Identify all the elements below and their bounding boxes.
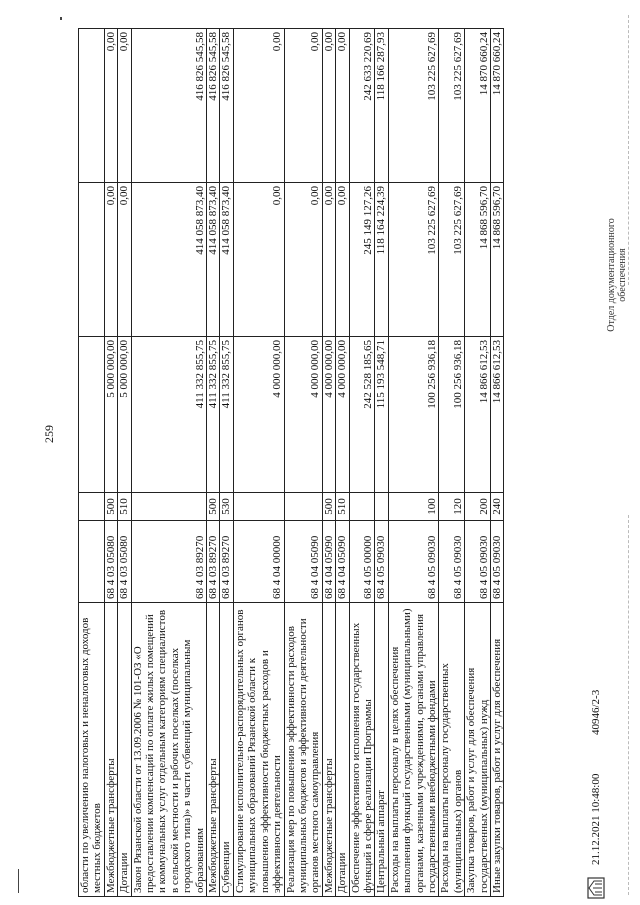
cell-target-code: 68 4 03 89270 (207, 521, 220, 603)
table-row (349, 29, 375, 897)
cell-amount-2024: 416 826 545,58 (207, 29, 220, 183)
cell-target-code: 68 4 03 89270 (220, 521, 233, 603)
cell-amount-2022: 411 332 855,75 (207, 337, 220, 493)
cell-amount-2023: 0,00 (118, 183, 131, 337)
cell-amount-2022: 4 000 000,00 (233, 337, 284, 493)
emblem-icon (582, 875, 608, 901)
cell-amount-2023: 103 225 627,69 (439, 183, 465, 337)
cell-target-code: 68 4 04 05090 (336, 521, 349, 603)
footer-doc-code: 40946/2-3 (590, 689, 602, 735)
cell-expense-type (233, 493, 284, 521)
cell-amount-2022: 14 866 612,53 (491, 337, 504, 493)
cell-amount-2022: 411 332 855,75 (131, 337, 206, 493)
cell-target-code: 68 4 05 00000 (349, 521, 375, 603)
cell-amount-2023: 414 058 873,40 (207, 183, 220, 337)
cell-row-label: Межбюджетные трансферты (207, 603, 220, 897)
cell-amount-2022: 4 000 000,00 (336, 337, 349, 493)
cell-amount-2022: 4 000 000,00 (322, 337, 335, 493)
cell-amount-2023: 0,00 (284, 183, 322, 337)
cell-amount-2022: 115 193 548,71 (375, 337, 388, 493)
cell-expense-type: 510 (118, 493, 131, 521)
cell-amount-2023: 0,00 (322, 183, 335, 337)
table-row (388, 29, 439, 897)
cell-amount-2022 (79, 337, 105, 493)
cell-row-label: Расходы на выплаты персоналу в целях обеспечения выполнения функций государственными (муниципальными) органами, казенными учреждениями, органами управления государственными внебюджетными фондами (388, 603, 439, 897)
page-number: 259 (42, 425, 56, 443)
cell-expense-type (131, 493, 206, 521)
cell-row-label: Центральный аппарат (375, 603, 388, 897)
cell-expense-type: 530 (220, 493, 233, 521)
footer-department: Отдел документационного обеспечения (606, 218, 628, 332)
table-row (336, 29, 349, 897)
cell-expense-type: 510 (336, 493, 349, 521)
cell-row-label: Закупка товаров, работ и услуг для обеспечения государственных (муниципальных) нужд (465, 603, 491, 897)
cell-target-code: 68 4 05 09030 (388, 521, 439, 603)
cell-row-label: Дотации (118, 603, 131, 897)
cell-target-code: 68 4 03 89270 (131, 521, 206, 603)
cell-row-label: Закон Рязанской области от 13.09.2006 № 101-ОЗ «О предоставлении компенсаций по оплате жилых помещений и коммунальных услуг отдельным категориям специалистов в сельской местности и рабочих поселках (поселках городского типа)» в части субвенций муниципальным образованиям (131, 603, 206, 897)
cell-amount-2024: 0,00 (336, 29, 349, 183)
cell-target-code: 68 4 05 09030 (465, 521, 491, 603)
cell-amount-2024: 416 826 545,58 (220, 29, 233, 183)
cell-row-label: Межбюджетные трансферты (322, 603, 335, 897)
cell-amount-2024: 416 826 545,58 (131, 29, 206, 183)
table-row (118, 29, 131, 897)
table-row (131, 29, 206, 897)
footer-timestamp: 21.12.2021 10:48:00 (590, 773, 602, 865)
cell-amount-2024: 103 225 627,69 (388, 29, 439, 183)
table-row (439, 29, 465, 897)
cell-amount-2023 (79, 183, 105, 337)
cell-amount-2022: 100 256 936,18 (388, 337, 439, 493)
cell-amount-2022: 5 000 000,00 (104, 337, 117, 493)
cell-amount-2024: 103 225 627,69 (439, 29, 465, 183)
cell-expense-type: 200 (465, 493, 491, 521)
table-row (284, 29, 322, 897)
cell-row-label: Межбюджетные трансферты (104, 603, 117, 897)
cell-row-label: Расходы на выплаты персоналу государственных (муниципальных) органов (439, 603, 465, 897)
cell-expense-type: 500 (207, 493, 220, 521)
table-row (491, 29, 504, 897)
cell-row-label: Субвенции (220, 603, 233, 897)
cell-expense-type (284, 493, 322, 521)
cell-amount-2023: 14 868 596,70 (491, 183, 504, 337)
cell-amount-2024: 0,00 (233, 29, 284, 183)
cell-row-label: области по увеличению налоговых и неналоговых доходов местных бюджетов (79, 603, 105, 897)
scan-noise (628, 515, 629, 895)
cell-row-label: Иные закупки товаров, работ и услуг для обеспечения (491, 603, 504, 897)
table-row (104, 29, 117, 897)
cell-expense-type: 240 (491, 493, 504, 521)
cell-expense-type: 500 (322, 493, 335, 521)
cell-amount-2022: 5 000 000,00 (118, 337, 131, 493)
cell-expense-type: 100 (388, 493, 439, 521)
cell-amount-2023: 14 868 596,70 (465, 183, 491, 337)
cell-row-label: Реализация мер по повышению эффективности расходов муниципальных бюджетов и эффективности деятельности органов местного самоуправления (284, 603, 322, 897)
cell-target-code: 68 4 05 09030 (375, 521, 388, 603)
cell-amount-2024: 14 870 660,24 (491, 29, 504, 183)
cell-amount-2024: 0,00 (104, 29, 117, 183)
table-row (79, 29, 105, 897)
cell-target-code: 68 4 04 05090 (284, 521, 322, 603)
cell-amount-2023: 414 058 873,40 (131, 183, 206, 337)
cell-amount-2022: 242 528 185,65 (349, 337, 375, 493)
table-row (375, 29, 388, 897)
cell-target-code: 68 4 03 05080 (104, 521, 117, 603)
cell-row-label: Стимулирование исполнительно-распорядительных органов муниципальных образований Рязанской области к повышению эффективности бюджетных расходов и эффективности деятельности (233, 603, 284, 897)
cell-expense-type: 120 (439, 493, 465, 521)
cell-amount-2024: 118 166 287,93 (375, 29, 388, 183)
budget-table (78, 28, 504, 897)
cell-expense-type (349, 493, 375, 521)
cell-amount-2024 (79, 29, 105, 183)
cell-amount-2022: 4 000 000,00 (284, 337, 322, 493)
table-row (233, 29, 284, 897)
cell-amount-2022: 14 866 612,53 (465, 337, 491, 493)
cell-target-code (79, 521, 105, 603)
cell-target-code: 68 4 04 05090 (322, 521, 335, 603)
cell-amount-2022: 100 256 936,18 (439, 337, 465, 493)
scan-noise (60, 17, 62, 20)
cell-amount-2022: 411 332 855,75 (220, 337, 233, 493)
cell-expense-type: 500 (104, 493, 117, 521)
cell-target-code: 68 4 03 05080 (118, 521, 131, 603)
table-row (207, 29, 220, 897)
cell-amount-2024: 14 870 660,24 (465, 29, 491, 183)
table-row (220, 29, 233, 897)
cell-amount-2023: 0,00 (233, 183, 284, 337)
cell-row-label: Дотации (336, 603, 349, 897)
cell-amount-2024: 242 633 220,69 (349, 29, 375, 183)
cell-amount-2023: 245 149 127,26 (349, 183, 375, 337)
cell-amount-2023: 0,00 (336, 183, 349, 337)
cell-target-code: 68 4 05 09030 (491, 521, 504, 603)
cell-amount-2023: 414 058 873,40 (220, 183, 233, 337)
cell-target-code: 68 4 05 09030 (439, 521, 465, 603)
cell-expense-type (79, 493, 105, 521)
cell-row-label: Обеспечение эффективного исполнения государственных функций в сфере реализации Программы (349, 603, 375, 897)
scan-noise (628, 15, 629, 285)
table-row (465, 29, 491, 897)
cell-amount-2024: 0,00 (322, 29, 335, 183)
table-row (322, 29, 335, 897)
cell-amount-2024: 0,00 (284, 29, 322, 183)
cell-amount-2023: 118 164 224,39 (375, 183, 388, 337)
cell-amount-2023: 103 225 627,69 (388, 183, 439, 337)
cell-amount-2024: 0,00 (118, 29, 131, 183)
cell-amount-2023: 0,00 (104, 183, 117, 337)
scan-noise (18, 869, 19, 893)
cell-target-code: 68 4 04 00000 (233, 521, 284, 603)
cell-expense-type (375, 493, 388, 521)
